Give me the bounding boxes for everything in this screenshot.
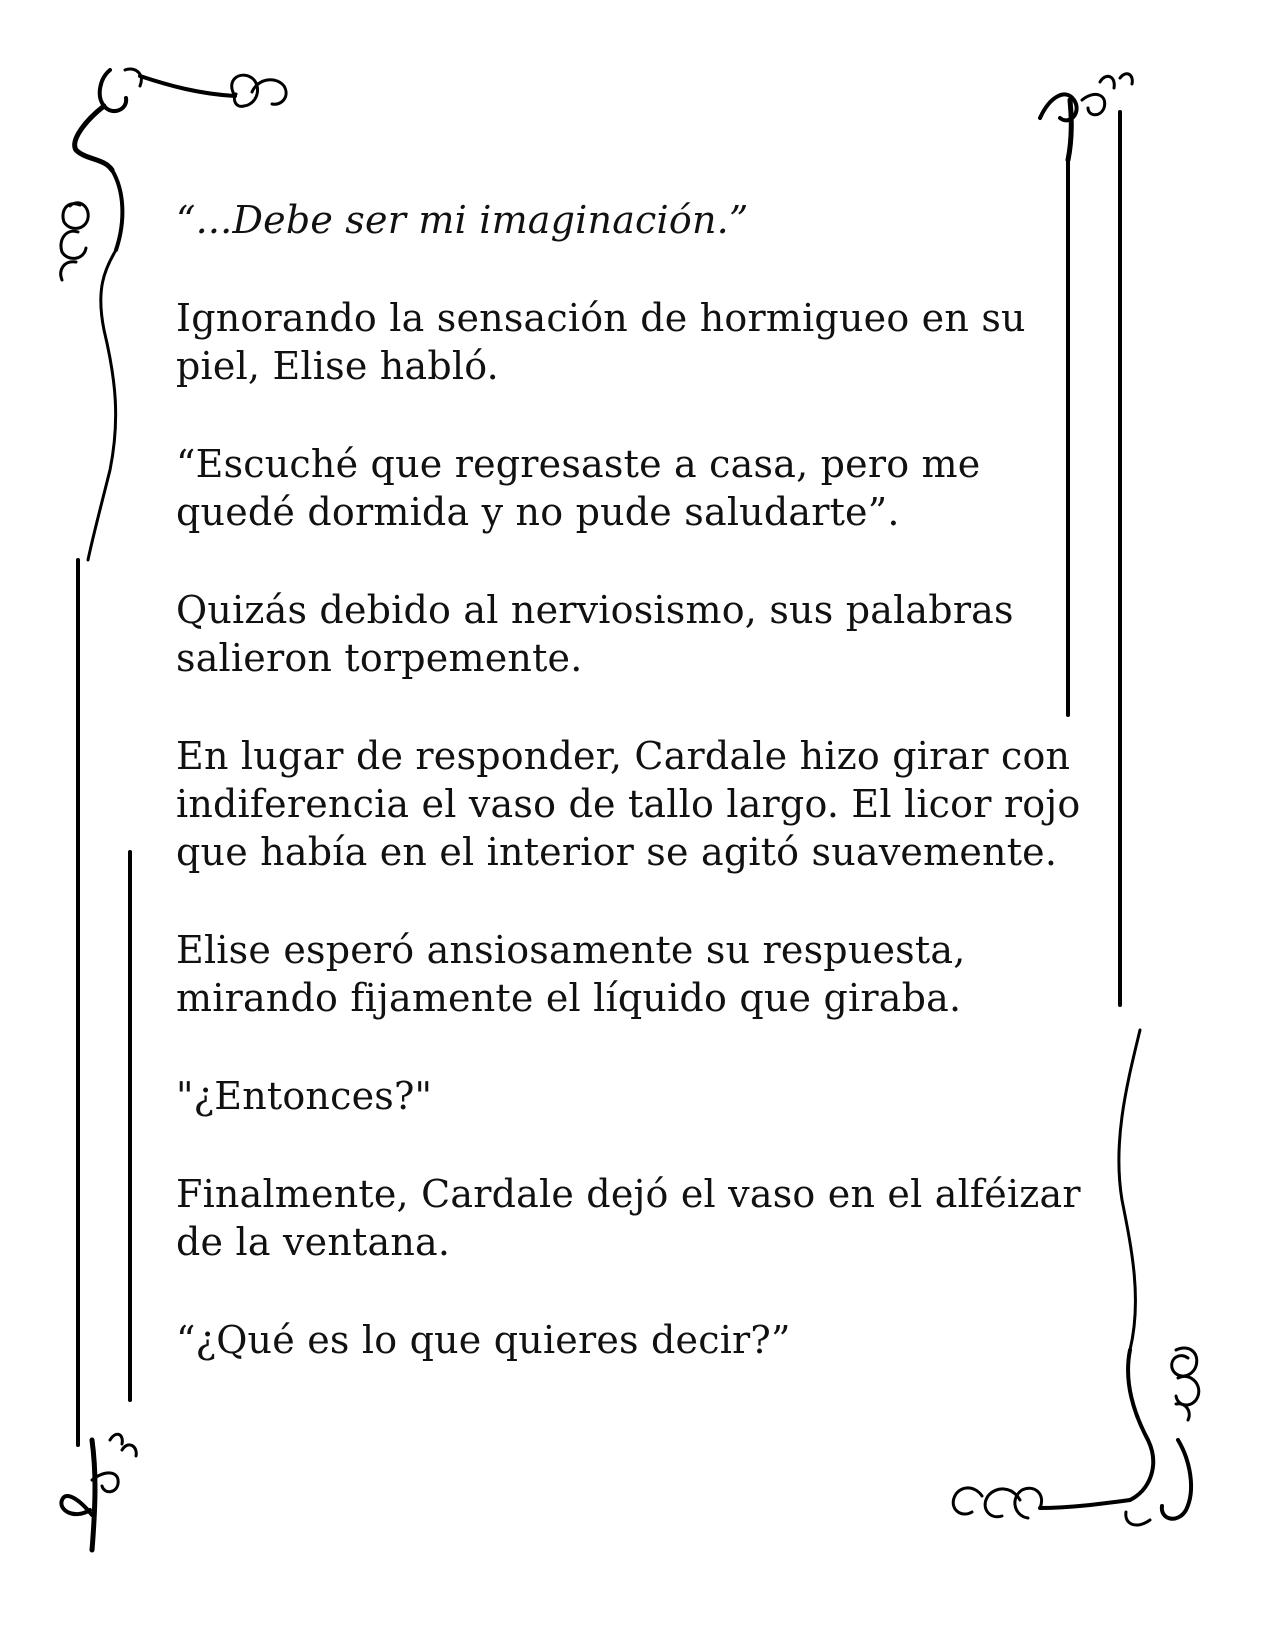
paragraph-narration: Ignorando la sensación de hormigueo en su piel, Elise habló.	[176, 296, 1026, 388]
paragraph-narration: Quizás debido al nerviosismo, sus palabras salieron torpemente.	[176, 588, 1014, 680]
paragraph-narration: En lugar de responder, Cardale hizo girar con indiferencia el vaso de tallo largo. El licor rojo que había en el interior se agitó suavemente.	[176, 734, 1081, 874]
paragraph-dialogue: “¿Qué es lo que quieres decir?”	[176, 1318, 791, 1362]
paragraph-dialogue: “Escuché que regresaste a casa, pero me quedé dormida y no pude saludarte”.	[176, 442, 981, 534]
paragraph-narration: Elise esperó ansiosamente su respuesta, mirando fijamente el líquido que giraba.	[176, 928, 966, 1020]
story-text	[176, 196, 1096, 1414]
bottom-left-flourish-ornament	[61, 1434, 136, 1550]
paragraph-thought: “...Debe ser mi imaginación.”	[176, 198, 749, 242]
paragraph-dialogue: "¿Entonces?"	[176, 1074, 433, 1118]
paragraph-narration: Finalmente, Cardale dejó el vaso en el alféizar de la ventana.	[176, 1172, 1081, 1264]
